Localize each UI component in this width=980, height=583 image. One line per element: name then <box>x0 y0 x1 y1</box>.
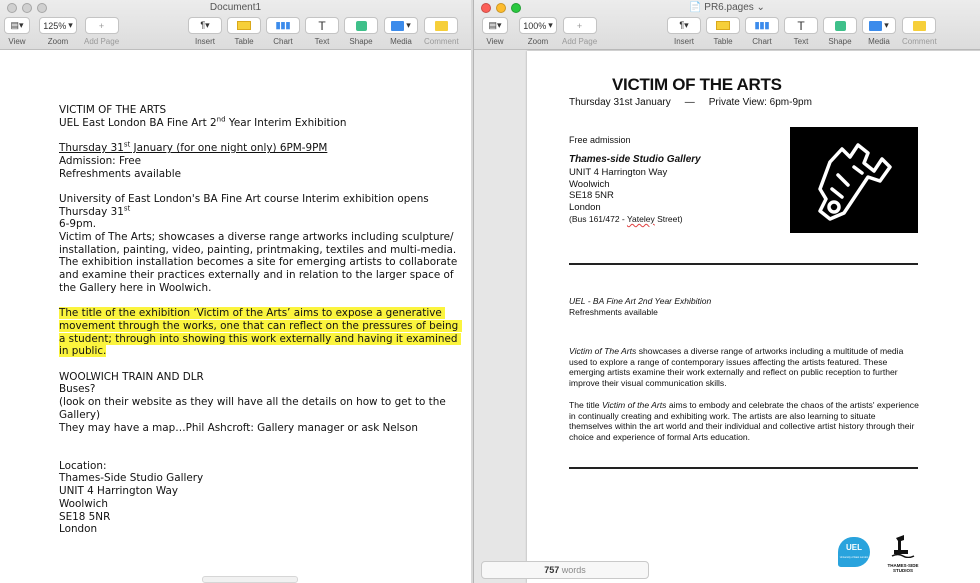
subtitle-text-end: Year Interim Exhibition <box>225 116 347 129</box>
text-label: Text <box>314 37 330 46</box>
shape-button[interactable] <box>344 17 378 34</box>
comment-label: Comment <box>902 37 937 46</box>
course-line: UEL - BA Fine Art 2nd Year Exhibition <box>569 296 712 306</box>
misspelled-word: Yateley <box>626 214 655 224</box>
paragraph-text: The title <box>569 400 602 410</box>
comment-icon <box>435 21 448 31</box>
zoom-label: Zoom <box>47 37 69 46</box>
date-text-end: January (for one night only) 6PM-9PM <box>130 142 328 155</box>
date-text: Thursday 31 <box>59 142 124 155</box>
window-title-text: PR6.pages <box>704 2 754 13</box>
paragraph-icon: ¶▾ <box>200 20 210 30</box>
chart-button[interactable] <box>745 17 779 34</box>
doc-location-label: Location: <box>59 459 107 472</box>
address-line: London <box>569 201 601 213</box>
date-text: Thursday 31st January <box>569 97 671 108</box>
text-label: Text <box>793 37 809 46</box>
text-tool[interactable] <box>305 17 339 46</box>
bus-info <box>569 214 683 224</box>
table-button[interactable] <box>227 17 261 34</box>
text-button[interactable] <box>784 17 818 34</box>
comment-tool[interactable] <box>424 17 459 46</box>
address-block <box>569 167 667 213</box>
table-button[interactable] <box>706 17 740 34</box>
intro-sup: st <box>123 204 131 213</box>
view-tool[interactable] <box>4 17 30 46</box>
page-date-line <box>569 97 812 108</box>
doc-highlight <box>59 307 464 358</box>
view-label: View <box>486 37 504 46</box>
insert-tool[interactable] <box>188 17 222 46</box>
shape-icon <box>356 21 367 31</box>
zoom-value: 125% <box>43 20 67 31</box>
shape-tool[interactable] <box>823 17 857 46</box>
refreshments-line: Refreshments available <box>569 307 658 317</box>
thames-side-logo-text: THAMES-SIDE STUDIOS <box>887 563 919 573</box>
address-line: SE18 5NR <box>569 190 614 202</box>
emphasis-text: Victim of the Arts <box>601 400 667 410</box>
divider <box>569 467 918 469</box>
media-label: Media <box>390 37 412 46</box>
uel-logo-text: UEL <box>846 543 862 552</box>
insert-label: Insert <box>194 37 215 46</box>
doc-location-3: Woolwich <box>59 497 108 510</box>
view-tool[interactable] <box>482 17 508 46</box>
doc-admission: Admission: Free <box>59 154 142 167</box>
text-icon: T <box>797 18 805 33</box>
paragraph-text: showcases a diverse range of artworks including a multitude of media used to explore a range of contemporary issues affecting the artists featured. These emerging artists examine their work externally and reflect on public reception to further improve their visual communication skills. <box>569 346 904 389</box>
text-button[interactable] <box>305 17 339 34</box>
chart-tool[interactable] <box>745 17 779 46</box>
intro-text: University of East London's BA Fine Art course Interim exhibition opens Thursday 31 <box>59 192 433 218</box>
zoom-label: Zoom <box>527 37 549 46</box>
gallery-name: Thames-side Studio Gallery <box>569 154 701 165</box>
bus-text-end: Street) <box>654 214 683 224</box>
thames-side-logo-icon <box>890 532 916 558</box>
table-tool[interactable] <box>227 17 261 46</box>
word-count-label: words <box>561 565 586 575</box>
bus-text: (Bus 161/472 - <box>569 214 627 224</box>
doc-buses: Buses? <box>59 383 96 396</box>
insert-button[interactable] <box>188 17 222 34</box>
doc-date <box>59 142 464 155</box>
view-label: View <box>8 37 26 46</box>
doc-buses-note: (look on their website as they will have all the details on how to get to the Gallery) <box>59 396 450 421</box>
doc-location-4: SE18 5NR <box>59 510 111 523</box>
word-count[interactable] <box>481 561 649 579</box>
page-title: VICTIM OF THE ARTS <box>612 75 782 94</box>
window-title: Document1 <box>209 2 262 13</box>
zoom-select[interactable] <box>519 17 557 34</box>
table-tool[interactable] <box>706 17 740 46</box>
chevron-down-icon: ▾ <box>68 20 73 30</box>
chevron-down-icon: ▾ <box>406 20 411 30</box>
insert-button[interactable] <box>667 17 701 34</box>
chart-tool[interactable] <box>266 17 300 46</box>
media-label: Media <box>868 37 890 46</box>
word-count-value: 757 <box>544 565 560 575</box>
left-window <box>0 0 471 583</box>
doc-heading: VICTIM OF THE ARTS <box>59 104 167 116</box>
sidebar-icon: ▤▾ <box>10 20 24 30</box>
plus-icon: + <box>576 20 583 31</box>
zoom-tool[interactable] <box>519 17 557 46</box>
shape-label: Shape <box>349 37 373 46</box>
shape-button[interactable] <box>823 17 857 34</box>
exhibition-logo[interactable] <box>790 127 918 233</box>
image-icon <box>869 21 882 31</box>
address-line: UNIT 4 Harrington Way <box>569 167 668 178</box>
table-icon <box>716 21 730 30</box>
document-icon: 📄 <box>689 2 705 13</box>
table-icon <box>237 21 251 30</box>
shape-tool[interactable] <box>344 17 378 46</box>
paragraph-text: aims to embody and celebrate the chaos of the artists' experience in continually creating and exhibiting work. The artists are also learning to situate themselves within the art world and their individual and collective artist history through their choice and experience of formal Arts education. <box>569 400 919 443</box>
media-tool[interactable] <box>862 17 896 46</box>
chevron-down-icon: ▾ <box>884 20 889 30</box>
insert-tool[interactable] <box>667 17 701 46</box>
text-tool[interactable] <box>784 17 818 46</box>
shape-label: Shape <box>828 37 852 46</box>
media-tool[interactable] <box>384 17 418 46</box>
doc-location-2: UNIT 4 Harrington Way <box>59 485 179 498</box>
chart-label: Chart <box>752 37 772 46</box>
insert-label: Insert <box>673 37 694 46</box>
comment-button[interactable] <box>424 17 458 34</box>
add-page-label: Add Page <box>562 37 598 46</box>
add-page-button[interactable] <box>563 17 597 34</box>
private-view-text: Private View: 6pm-9pm <box>708 97 812 108</box>
thames-side-logo <box>883 532 923 574</box>
doc-para-1: Victim of The Arts; showcases a diverse range artworks including sculpture/ installation, painting, video, painting, printmaking, textiles and multi-media. The exhibition installation becomes a site for emerging artists to collaborate and examine their practices externally and in relation to the larger space of the Gallery here in Woolwich. <box>59 231 461 294</box>
paragraph-2 <box>569 400 919 443</box>
free-admission: Free admission <box>569 135 631 145</box>
doc-subtitle <box>59 117 464 130</box>
image-icon <box>391 21 404 31</box>
uel-logo <box>838 537 870 567</box>
document-body[interactable] <box>59 104 464 536</box>
sidebar-icon: ▤▾ <box>488 20 502 30</box>
window-title <box>474 0 980 16</box>
doc-refreshments: Refreshments available <box>59 167 182 180</box>
doc-transport-heading: WOOLWICH TRAIN AND DLR <box>59 370 204 383</box>
doc-location-1: Thames-Side Studio Gallery <box>59 472 204 485</box>
doc-location-5: London <box>59 523 98 536</box>
add-page-tool[interactable] <box>562 17 597 46</box>
chevron-down-icon: ⌄ <box>753 2 765 13</box>
table-label: Table <box>713 37 733 46</box>
plus-icon: + <box>98 20 105 31</box>
media-button[interactable] <box>862 17 896 34</box>
paragraph-1 <box>569 346 919 389</box>
zoom-value: 100% <box>523 20 547 31</box>
document-page[interactable] <box>527 51 980 583</box>
page-indicator[interactable] <box>202 576 298 583</box>
chart-button[interactable] <box>266 17 300 34</box>
table-label: Table <box>234 37 254 46</box>
media-button[interactable] <box>384 17 418 34</box>
divider <box>569 263 918 265</box>
text-icon: T <box>318 18 326 33</box>
right-window <box>473 0 980 583</box>
dash-text: — <box>684 97 695 108</box>
zoom-select[interactable] <box>39 17 77 34</box>
chart-label: Chart <box>273 37 293 46</box>
comment-button[interactable] <box>902 17 936 34</box>
add-page-tool[interactable] <box>84 17 119 46</box>
paragraph-icon: ¶▾ <box>679 20 689 30</box>
address-line: Woolwich <box>569 178 610 190</box>
add-page-button[interactable] <box>85 17 119 34</box>
dancing-figure-icon <box>790 127 918 233</box>
uel-logo-subtext: University of East London <box>839 556 869 559</box>
chart-icon: ▮▮▮ <box>275 20 291 30</box>
emphasis-text: Victim of The Arts <box>569 346 637 356</box>
chevron-down-icon: ▾ <box>548 20 553 30</box>
subtitle-text: UEL East London BA Fine Art 2 <box>59 116 217 129</box>
view-button[interactable] <box>4 17 30 34</box>
doc-intro-time: 6-9pm. <box>59 218 96 231</box>
comment-label: Comment <box>424 37 459 46</box>
comment-tool[interactable] <box>902 17 937 46</box>
comment-icon <box>913 21 926 31</box>
doc-intro <box>59 193 464 218</box>
chart-icon: ▮▮▮ <box>754 20 770 30</box>
zoom-tool[interactable] <box>39 17 77 46</box>
highlighted-text: The title of the exhibition ‘Victim of the Arts’ aims to expose a generative movement through the works, one that can reflect on the pressures of being a student; through into showing this work externally and having it examined in public. <box>59 307 462 358</box>
doc-map-note: They may have a map…Phil Ashcroft: Gallery manager or ask Nelson <box>59 421 418 434</box>
view-button[interactable] <box>482 17 508 34</box>
add-page-label: Add Page <box>84 37 120 46</box>
subtitle-sup: nd <box>216 115 226 124</box>
shape-icon <box>835 21 846 31</box>
date-sup: st <box>123 140 131 149</box>
